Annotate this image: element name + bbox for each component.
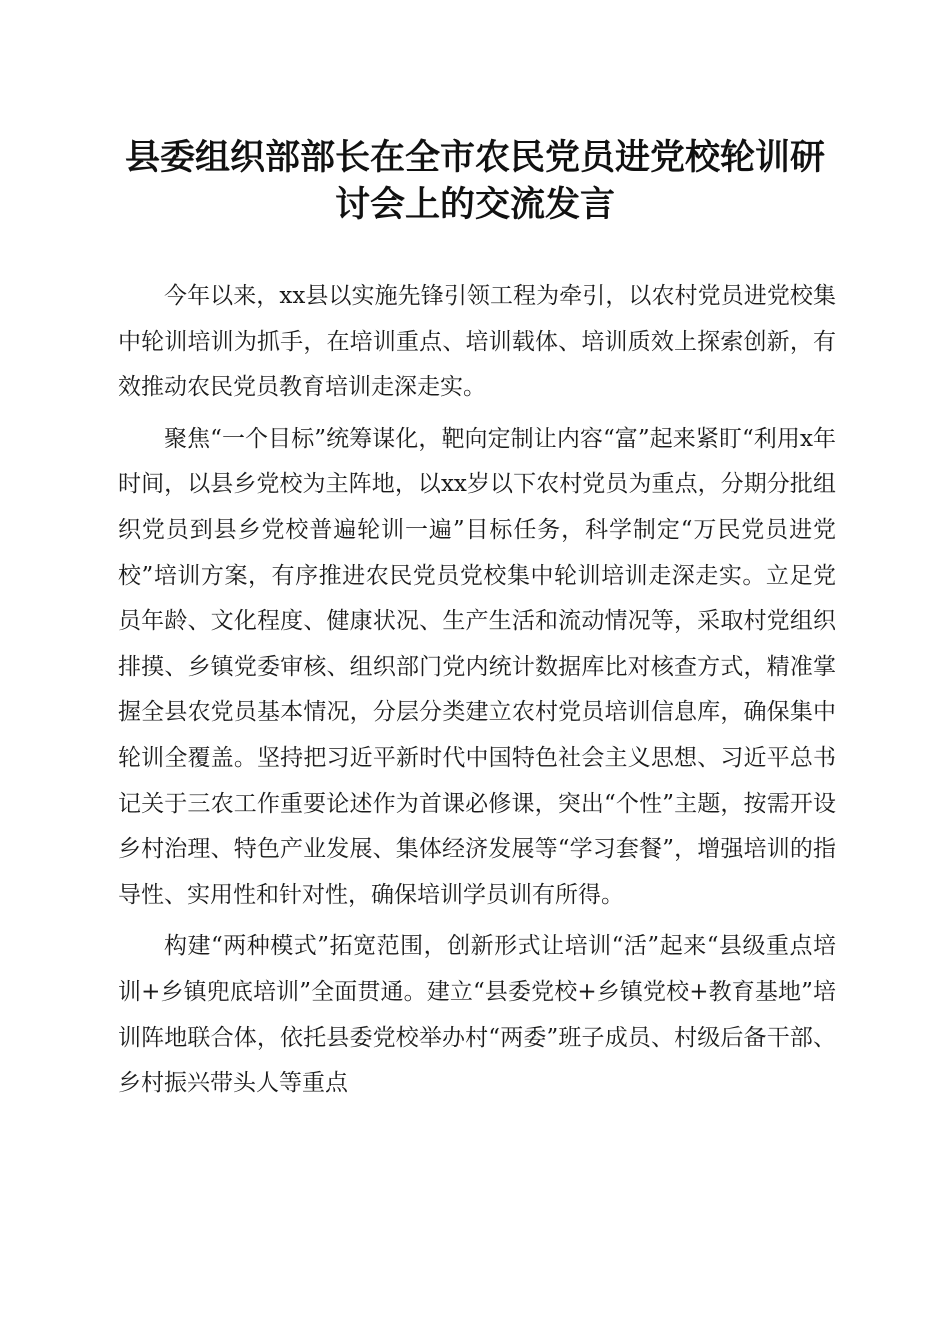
document-title <box>110 134 840 228</box>
paragraph-modes: 构建“两种模式”拓宽范围，创新形式让培训“活”起来“县级重点培训+乡镇兜底培训”全面贯通。建立“县委党校+乡镇党校+教育基地”培训阵地联合体，依托县委党校举办村“两委”班子成员、村级后备干部、乡村振兴带头人等重点 <box>118 933 836 1097</box>
paragraph-intro: 今年以来，xx县以实施先锋引领工程为牵引，以农村党员进党校集中轮训培训为抓手，在培训重点、培训载体、培训质效上探索创新，有效推动农民党员教育培训走深走实。 <box>118 283 836 401</box>
title-line-2: 讨会上的交流发言 <box>334 184 615 225</box>
paragraph-goal: 聚焦“一个目标”统筹谋化，靶向定制让内容“富”起来紧盯“利用x年时间，以县乡党校为主阵地，以xx岁以下农村党员为重点，分期分批组织党员到县乡党校普遍轮训一遍”目标任务，科学制定“万民党员进党校”培训方案，有序推进农民党员党校集中轮训培训走深走实。立足党员年龄、文化程度、健康状况、生产生活和流动情况等，采取村党组织排摸、乡镇党委审核、组织部门党内统计数据库比对核查方式，精准掌握全县农党员基本情况，分层分类建立农村党员培训信息库，确保集中轮训全覆盖。坚持把习近平新时代中国特色社会主义思想、习近平总书记关于三农工作重要论述作为首课必修课，突出“个性”主题，按需开设乡村治理、特色产业发展、集体经济发展等“学习套餐”，增强培训的指导性、实用性和针对性，确保培训学员训有所得。 <box>118 425 836 908</box>
title-line-1: 县委组织部部长在全市农民党员进党校轮训研 <box>124 137 825 178</box>
document-body <box>118 274 836 1107</box>
